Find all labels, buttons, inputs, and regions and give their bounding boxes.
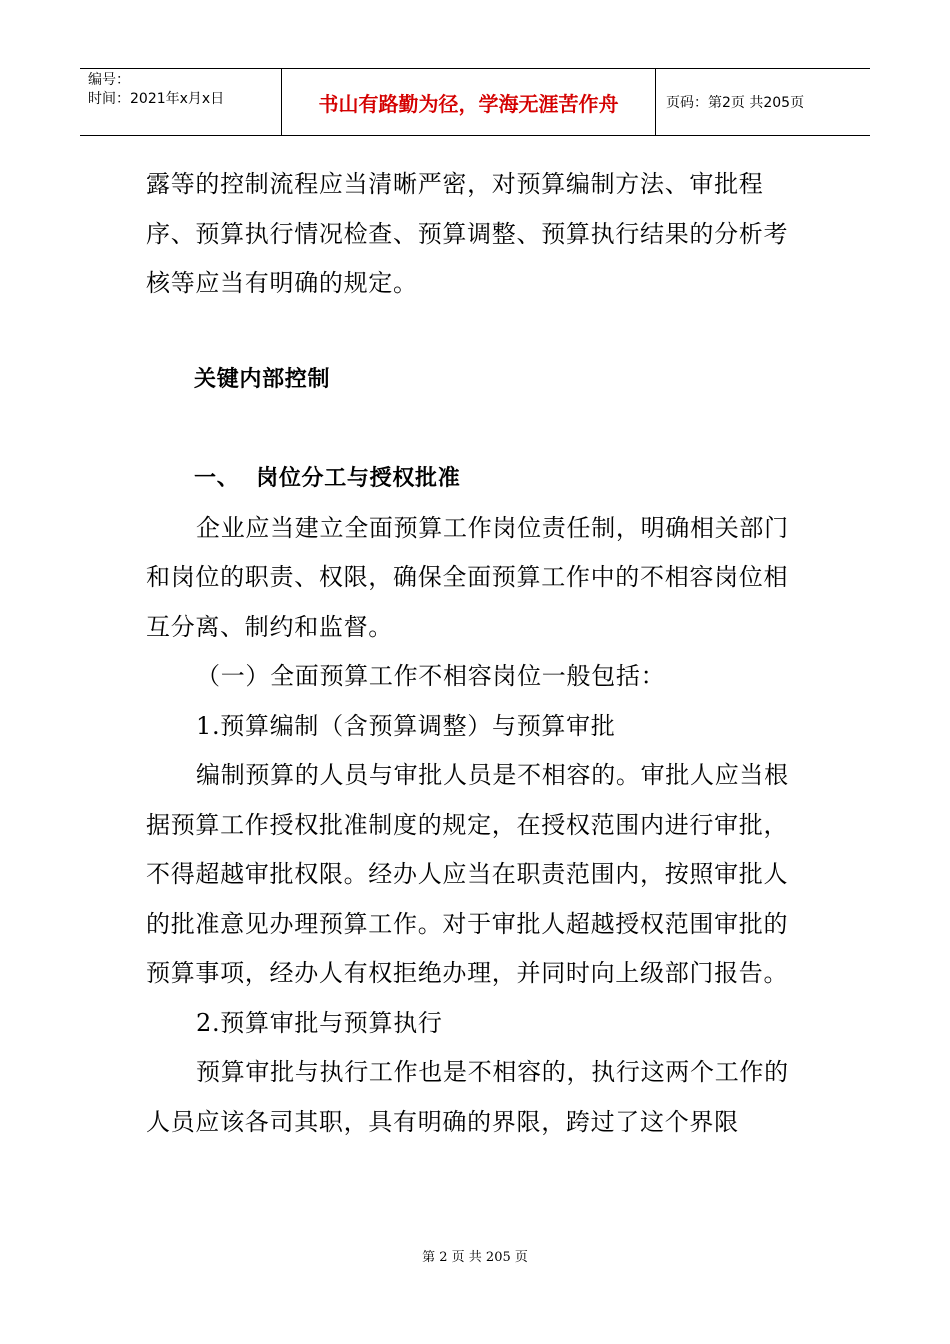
paragraph: 编制预算的人员与审批人员是不相容的。审批人应当根据预算工作授权批准制度的规定，在授权范围内进行审批，不得超越审批权限。经办人应当在职责范围内，按照审批人的批准意见办理预算工作。对于审批人超越授权范围审批的预算事项，经办人有权拒绝办理，并同时向上级部门报告。 — [146, 761, 789, 987]
paragraph: 企业应当建立全面预算工作岗位责任制，明确相关部门和岗位的职责、权限，确保全面预算工作中的不相容岗位相互分离、制约和监督。 — [146, 513, 789, 641]
document-body — [146, 160, 810, 1147]
heading-key-controls: 关键内部控制 — [194, 366, 331, 392]
header-motto: 书山有路勤为径，学海无涯苦作舟 — [282, 69, 656, 135]
document-date-label: 时间：2021年x月x日 — [88, 91, 225, 107]
heading-section-1: 一、 岗位分工与授权批准 — [194, 466, 461, 491]
paragraph: （一）全面预算工作不相容岗位一般包括： — [196, 662, 666, 690]
paragraph: 预算审批与执行工作也是不相容的，执行这两个工作的人员应该各司其职，具有明确的界限，跨过了这个界限 — [146, 1058, 789, 1136]
subheading-item-2: 2.预算审批与预算执行 — [196, 1008, 443, 1037]
header-meta — [80, 69, 282, 135]
paragraph-continuation: 露等的控制流程应当清晰严密，对预算编制方法、审批程序、预算执行情况检查、预算调整、预算执行结果的分析考核等应当有明确的规定。 — [146, 170, 789, 297]
document-number-label: 编号： — [88, 72, 130, 88]
header-page-info: 页码：第2页 共205页 — [666, 95, 805, 111]
page-footer: 第 2 页 共 205 页 — [422, 1250, 528, 1265]
page-header — [80, 68, 870, 136]
subheading-item-1: 1.预算编制（含预算调整）与预算审批 — [196, 711, 616, 740]
